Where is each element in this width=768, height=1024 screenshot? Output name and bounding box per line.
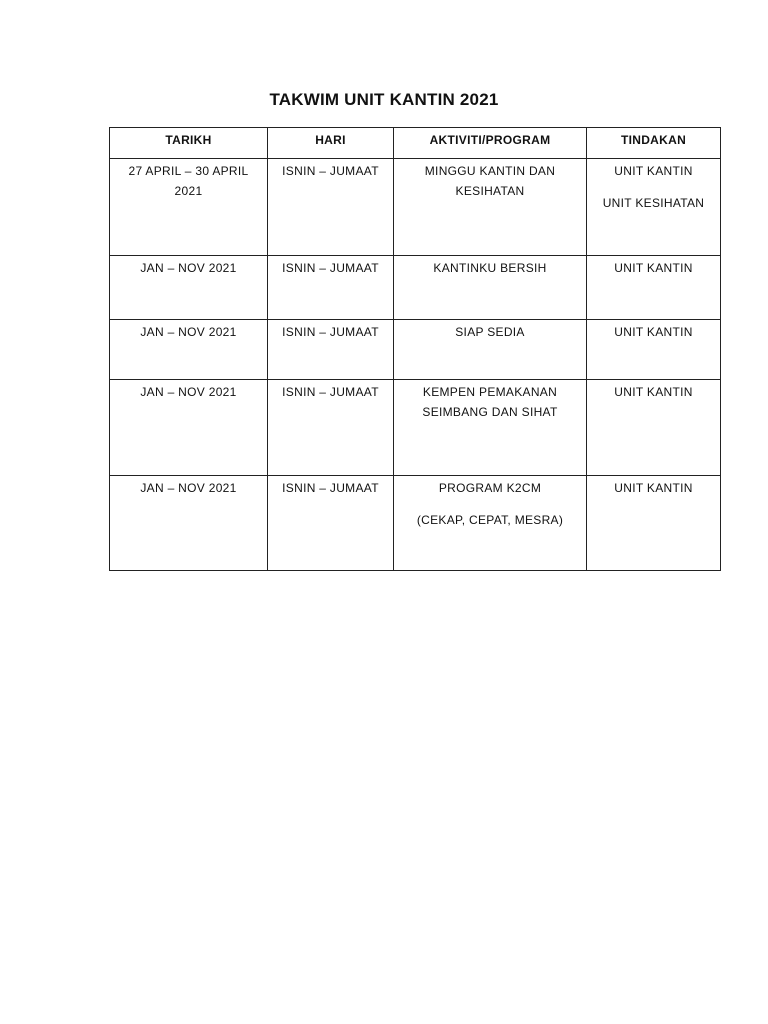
cell-aktiviti — [394, 159, 587, 256]
table-row — [110, 476, 721, 571]
cell-tindakan-line: UNIT KESIHATAN — [602, 196, 705, 210]
cell-hari: ISNIN – JUMAAT — [268, 380, 394, 476]
cell-tarikh — [110, 159, 268, 256]
table-row — [110, 320, 721, 380]
cell-tindakan: UNIT KANTIN — [587, 320, 721, 380]
table-row — [110, 380, 721, 476]
document-title: TAKWIM UNIT KANTIN 2021 — [269, 90, 499, 109]
cell-hari: ISNIN – JUMAAT — [268, 476, 394, 571]
cell-aktiviti — [394, 476, 587, 571]
cell-tarikh-line: 2021 — [174, 184, 203, 198]
cell-tindakan — [587, 159, 721, 256]
cell-aktiviti: SIAP SEDIA — [394, 320, 587, 380]
cell-tarikh: JAN – NOV 2021 — [110, 476, 268, 571]
cell-aktiviti-line: MINGGU KANTIN DAN — [424, 164, 556, 178]
cell-tindakan: UNIT KANTIN — [587, 256, 721, 320]
cell-tindakan: UNIT KANTIN — [587, 380, 721, 476]
cell-aktiviti-line: KEMPEN PEMAKANAN — [422, 385, 558, 399]
table-row — [110, 256, 721, 320]
cell-tindakan-line: UNIT KANTIN — [614, 164, 693, 178]
cell-tindakan: UNIT KANTIN — [587, 476, 721, 571]
cell-aktiviti-line: KESIHATAN — [455, 184, 525, 198]
cell-hari: ISNIN – JUMAAT — [268, 159, 394, 256]
cell-tarikh: JAN – NOV 2021 — [110, 320, 268, 380]
cell-aktiviti-line: PROGRAM K2CM — [438, 481, 542, 495]
cell-aktiviti-line: (CEKAP, CEPAT, MESRA) — [416, 513, 564, 527]
cell-tarikh: JAN – NOV 2021 — [110, 256, 268, 320]
cell-tarikh-line: 27 APRIL – 30 APRIL — [128, 164, 249, 178]
cell-aktiviti-line: SEIMBANG DAN SIHAT — [422, 405, 558, 419]
cell-tarikh: JAN – NOV 2021 — [110, 380, 268, 476]
cell-hari: ISNIN – JUMAAT — [268, 320, 394, 380]
table-header-row — [110, 128, 721, 159]
schedule-table — [109, 127, 721, 571]
cell-hari: ISNIN – JUMAAT — [268, 256, 394, 320]
header-hari: HARI — [268, 128, 394, 159]
cell-aktiviti — [394, 380, 587, 476]
header-tarikh: TARIKH — [110, 128, 268, 159]
table-row — [110, 159, 721, 256]
header-aktiviti: AKTIVITI/PROGRAM — [394, 128, 587, 159]
cell-aktiviti: KANTINKU BERSIH — [394, 256, 587, 320]
header-tindakan: TINDAKAN — [587, 128, 721, 159]
